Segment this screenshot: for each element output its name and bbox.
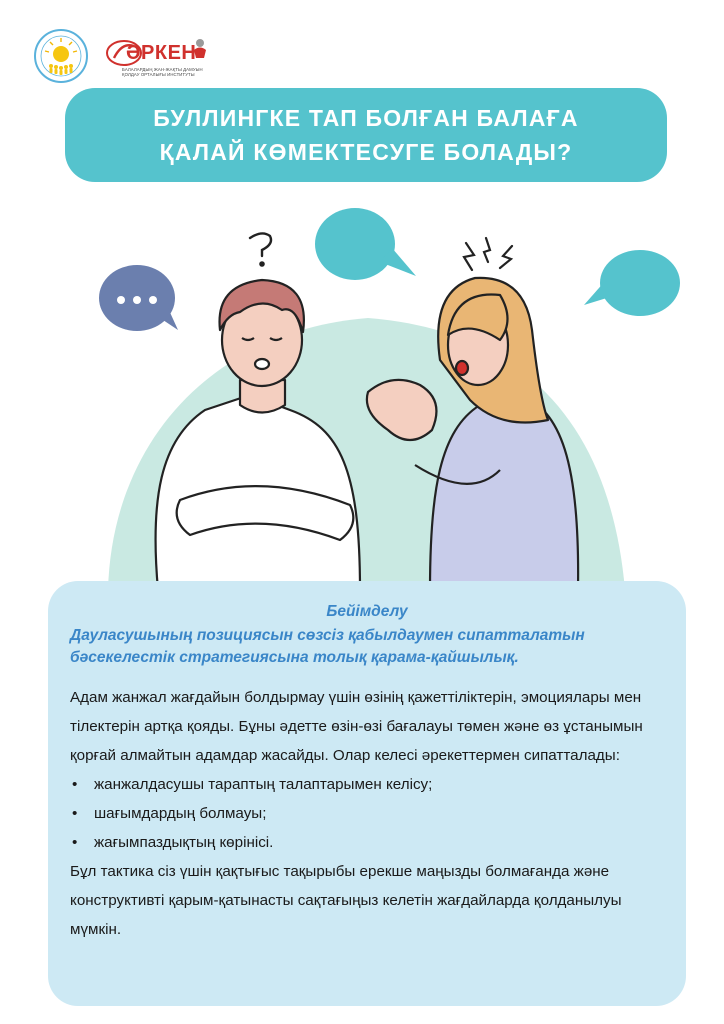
agitation-marks	[464, 238, 512, 270]
page-title-line-2: ҚАЛАЙ КӨМЕКТЕСУГЕ БОЛАДЫ?	[159, 139, 573, 165]
list-item-text: жағымпаздықтың көрінісі.	[94, 834, 274, 851]
ministry-emblem-logo	[33, 28, 89, 84]
list-item-text: жанжалдасушы тараптың талаптарымен келісу;	[94, 776, 433, 793]
speech-bubble-right	[584, 250, 680, 316]
bullet-icon: •	[72, 805, 78, 822]
list-item-text: шағымдардың болмауы;	[94, 805, 267, 822]
conflict-illustration	[0, 200, 724, 590]
erken-logo	[104, 36, 214, 84]
list-item	[70, 770, 670, 799]
list-item	[70, 799, 670, 828]
intro-paragraph: Адам жанжал жағдайын болдырмау үшін өзінің қажеттіліктерін, эмоциялары мен тілектерін артқа қояды. Бұны әдетте өзін-өзі бағалауы төмен және өз ұстанымын қорғай алмайтын адамдар жасайды. Олар келесі әрекеттермен сипатталады:	[70, 689, 643, 764]
list-item	[70, 828, 670, 857]
bullet-list	[70, 770, 670, 857]
page-title-line-1: БУЛЛИНГКЕ ТАП БОЛҒАН БАЛАҒА	[153, 105, 579, 131]
bullet-icon: •	[72, 834, 78, 851]
title-banner	[65, 88, 667, 182]
card-heading: Бейімделу	[326, 603, 408, 620]
erken-logo-subtitle: БАЛАЛАРДЫҢ ЖАН-ЖАҚТЫ ДАМУЫН ҚОЛДАУ ОРТАЛЫҒЫ ИНСТИТУТЫ	[122, 67, 203, 77]
content-card	[48, 581, 686, 1006]
erken-logo-wordmark: ӘРКЕН	[126, 42, 197, 64]
outro-paragraph: Бұл тактика сіз үшін қақтығыс тақырыбы ерекше маңызды болмағанда және конструктивті қарым-қатынасты сақтағыңыз келетін жағдайларда қолданылуы мүмкін.	[70, 863, 622, 938]
card-body	[70, 683, 670, 944]
speech-bubble-center	[315, 208, 416, 280]
card-subheading: Дауласушының позициясын сөзсіз қабылдаумен сипатталатын бәсекелестік стратегиясына толық қарама-қайшылық.	[70, 627, 585, 666]
question-mark-icon	[250, 233, 271, 265]
bullet-icon: •	[72, 776, 78, 793]
speech-bubble-left	[99, 265, 178, 331]
